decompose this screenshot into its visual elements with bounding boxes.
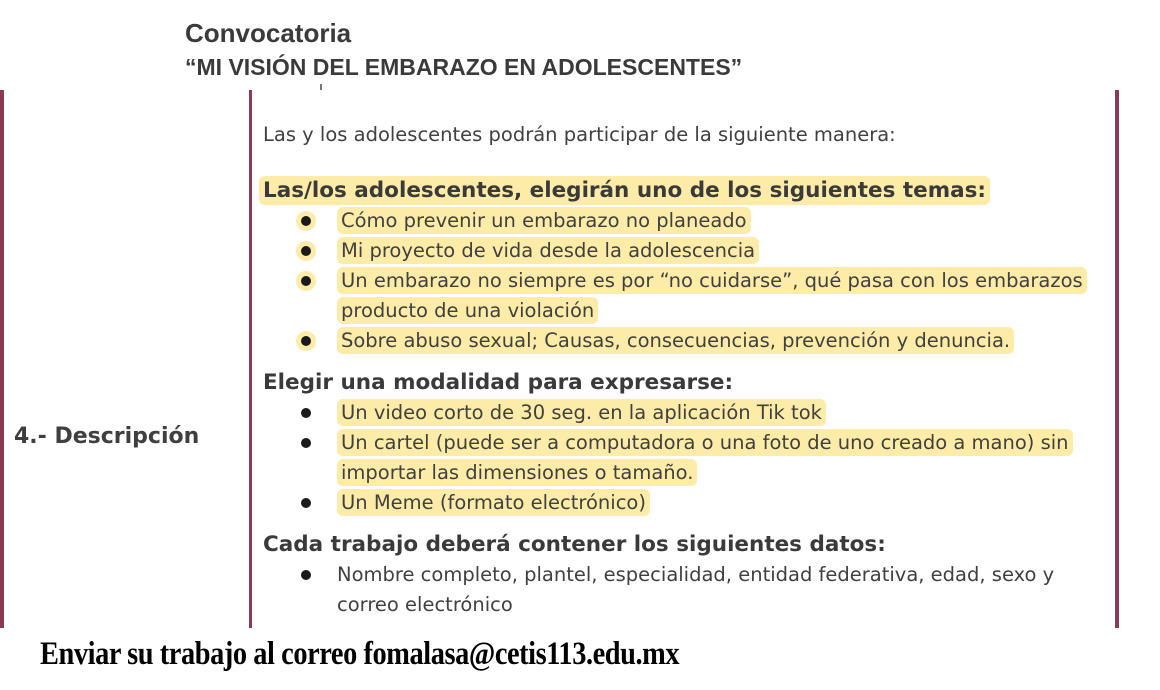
data-required-heading: Cada trabajo deberá contener los siguientes datos: [263,532,886,557]
bullet-icon [301,570,311,580]
table-border-left [0,90,4,630]
topics-list [263,206,1113,356]
bullet-icon [301,408,311,418]
list-item [263,398,1113,428]
description-cell [263,120,1113,632]
cut-text-fragment [320,84,322,90]
list-item-text: Mi proyecto de vida desde la adolescencia [337,237,759,264]
list-item-text: Un embarazo no siempre es por “no cuidarse”, qué pasa con los embarazos producto de una violación [337,267,1087,324]
list-item-text: Un Meme (formato electrónico) [337,489,650,516]
list-item-text: Un cartel (puede ser a computadora o una foto de uno creado a mano) sin importar las dimensiones o tamaño. [337,429,1073,486]
modality-heading: Elegir una modalidad para expresarse: [263,370,734,395]
list-item [263,326,1113,356]
data-required-list [263,560,1113,620]
list-item [263,488,1113,518]
topics-heading [263,176,1113,206]
list-item-text: Un video corto de 30 seg. en la aplicación Tik tok [337,399,826,426]
document-title: Convocatoria [185,18,352,48]
intro-text: Las y los adolescentes podrán participar de la siguiente manera: [263,123,896,146]
list-item-text: Cómo prevenir un embarazo no planeado [337,207,751,234]
bullet-icon [301,216,311,226]
list-item [263,206,1113,236]
bullet-icon [301,336,311,346]
footer-email-instruction: Enviar su trabajo al correo fomalasa@cetis113.edu.mx [40,636,680,672]
list-item [263,560,1113,620]
modality-list [263,398,1113,518]
table-border-middle [249,90,252,630]
list-item-text: Nombre completo, plantel, especialidad, entidad federativa, edad, sexo y correo electrónico [337,563,1055,616]
bullet-icon [301,276,311,286]
bullet-icon [301,246,311,256]
list-item [263,266,1113,326]
list-item [263,428,1113,488]
list-item [263,236,1113,266]
section-label: 4.- Descripción [14,424,200,449]
document-subtitle: “MI VISIÓN DEL EMBARAZO EN ADOLESCENTES” [185,54,743,80]
bullet-icon [301,498,311,508]
list-item-text: Sobre abuso sexual; Causas, consecuencias, prevención y denuncia. [337,327,1014,354]
topics-heading-text: Las/los adolescentes, elegirán uno de los siguientes temas: [259,176,990,205]
bullet-icon [301,438,311,448]
table-border-right [1115,90,1119,630]
